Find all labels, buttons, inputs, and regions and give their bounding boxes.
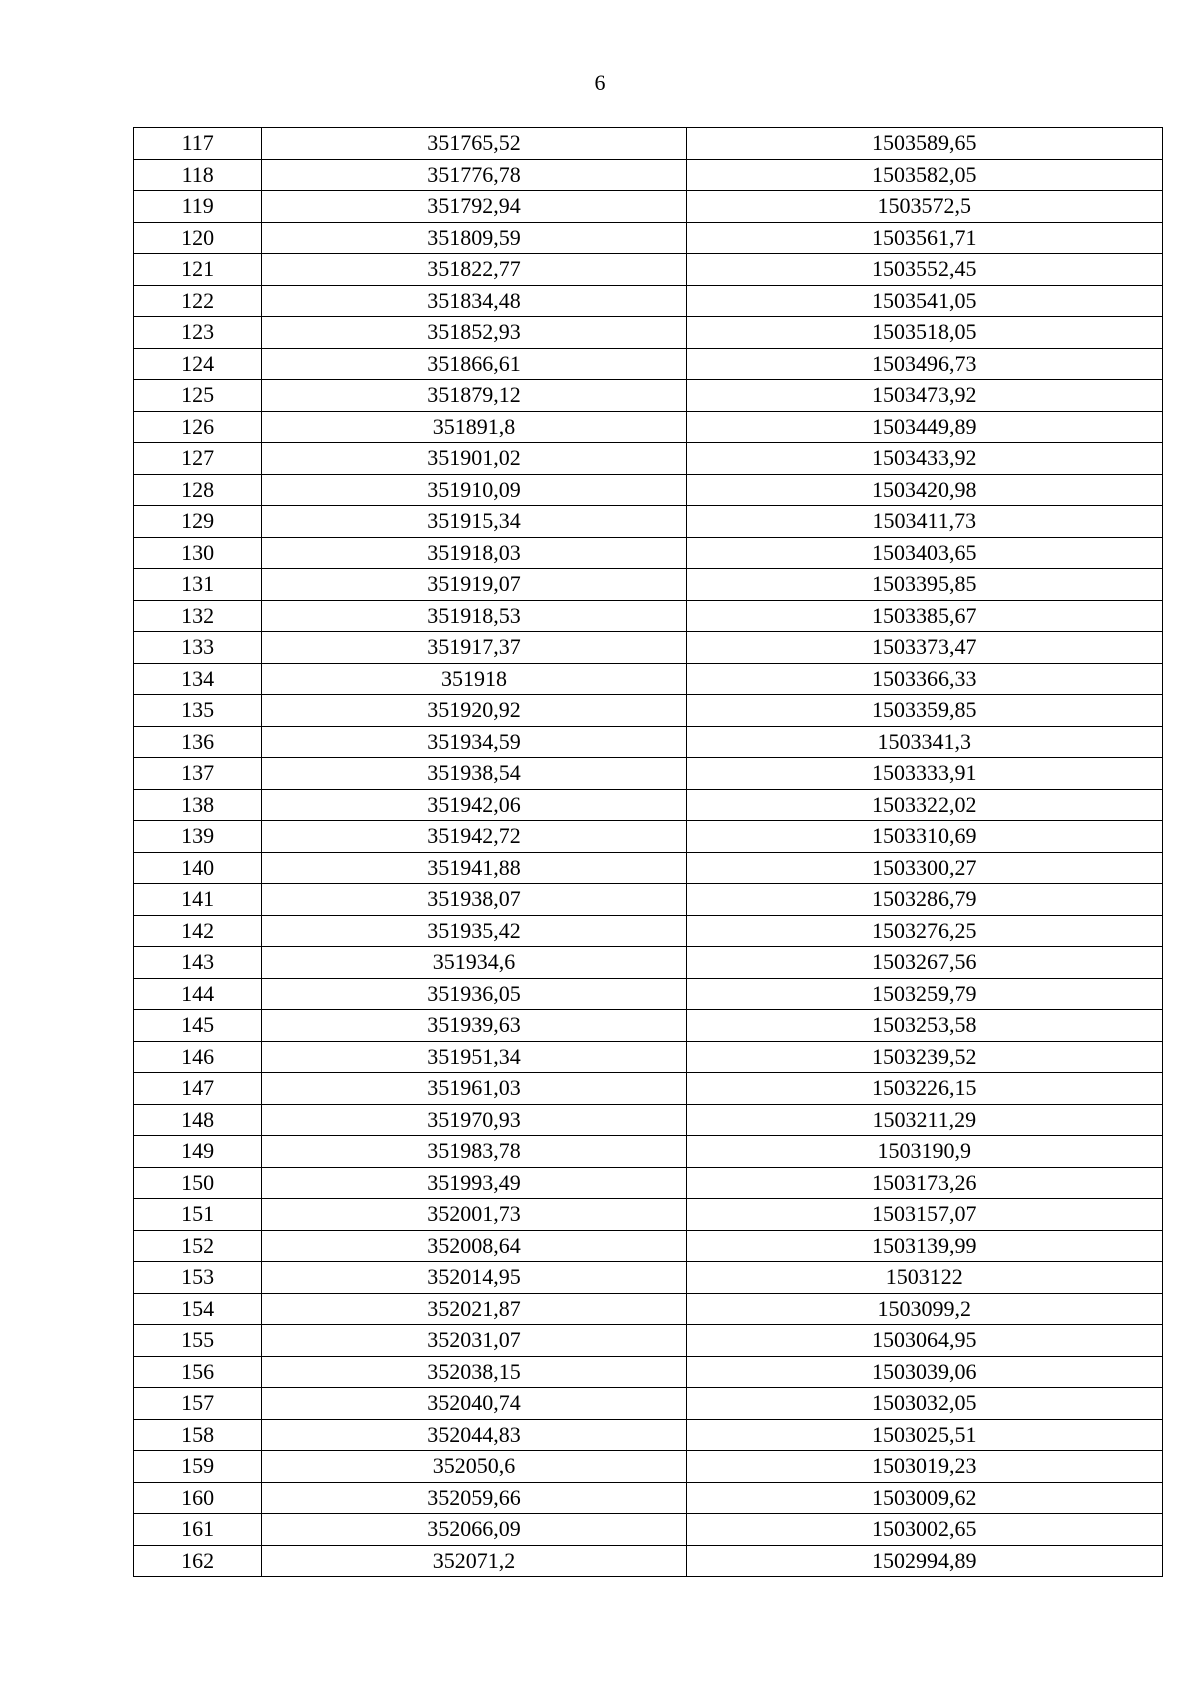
point-number-cell: 148 (134, 1104, 262, 1136)
table-row (134, 1514, 1163, 1546)
point-number-cell: 124 (134, 348, 262, 380)
table-row (134, 884, 1163, 916)
table-row (134, 695, 1163, 727)
x-coordinate-cell: 351936,05 (262, 978, 686, 1010)
table-row (134, 191, 1163, 223)
point-number-cell: 141 (134, 884, 262, 916)
table-row (134, 1010, 1163, 1042)
x-coordinate-cell: 352040,74 (262, 1388, 686, 1420)
point-number-cell: 129 (134, 506, 262, 538)
point-number-cell: 159 (134, 1451, 262, 1483)
table-row (134, 222, 1163, 254)
x-coordinate-cell: 351834,48 (262, 285, 686, 317)
table-row (134, 443, 1163, 475)
x-coordinate-cell: 351915,34 (262, 506, 686, 538)
point-number-cell: 151 (134, 1199, 262, 1231)
table-row (134, 159, 1163, 191)
x-coordinate-cell: 351934,6 (262, 947, 686, 979)
table-row (134, 1167, 1163, 1199)
point-number-cell: 143 (134, 947, 262, 979)
table-row (134, 1451, 1163, 1483)
point-number-cell: 156 (134, 1356, 262, 1388)
y-coordinate-cell: 1503449,89 (686, 411, 1162, 443)
point-number-cell: 157 (134, 1388, 262, 1420)
y-coordinate-cell: 1503122 (686, 1262, 1162, 1294)
x-coordinate-cell: 352038,15 (262, 1356, 686, 1388)
point-number-cell: 123 (134, 317, 262, 349)
x-coordinate-cell: 351776,78 (262, 159, 686, 191)
table-row (134, 663, 1163, 695)
x-coordinate-cell: 352066,09 (262, 1514, 686, 1546)
x-coordinate-cell: 351765,52 (262, 128, 686, 160)
x-coordinate-cell: 351942,06 (262, 789, 686, 821)
table-row (134, 128, 1163, 160)
page-number: 6 (594, 70, 606, 95)
y-coordinate-cell: 1503064,95 (686, 1325, 1162, 1357)
y-coordinate-cell: 1503267,56 (686, 947, 1162, 979)
y-coordinate-cell: 1503190,9 (686, 1136, 1162, 1168)
table-row (134, 474, 1163, 506)
x-coordinate-cell: 352050,6 (262, 1451, 686, 1483)
x-coordinate-cell: 351918 (262, 663, 686, 695)
table-row (134, 1356, 1163, 1388)
x-coordinate-cell: 352044,83 (262, 1419, 686, 1451)
table-row (134, 285, 1163, 317)
y-coordinate-cell: 1503039,06 (686, 1356, 1162, 1388)
point-number-cell: 160 (134, 1482, 262, 1514)
x-coordinate-cell: 351852,93 (262, 317, 686, 349)
table-row (134, 1325, 1163, 1357)
x-coordinate-cell: 351961,03 (262, 1073, 686, 1105)
x-coordinate-cell: 351920,92 (262, 695, 686, 727)
y-coordinate-cell: 1503473,92 (686, 380, 1162, 412)
table-row (134, 1388, 1163, 1420)
y-coordinate-cell: 1503582,05 (686, 159, 1162, 191)
point-number-cell: 132 (134, 600, 262, 632)
table-row (134, 254, 1163, 286)
point-number-cell: 146 (134, 1041, 262, 1073)
y-coordinate-cell: 1503366,33 (686, 663, 1162, 695)
x-coordinate-cell: 351917,37 (262, 632, 686, 664)
x-coordinate-cell: 351866,61 (262, 348, 686, 380)
table-row (134, 1482, 1163, 1514)
table-row (134, 600, 1163, 632)
x-coordinate-cell: 352001,73 (262, 1199, 686, 1231)
y-coordinate-cell: 1503433,92 (686, 443, 1162, 475)
point-number-cell: 145 (134, 1010, 262, 1042)
table-row (134, 348, 1163, 380)
table-row (134, 978, 1163, 1010)
table-row (134, 1545, 1163, 1577)
point-number-cell: 135 (134, 695, 262, 727)
table-row (134, 569, 1163, 601)
point-number-cell: 126 (134, 411, 262, 443)
point-number-cell: 120 (134, 222, 262, 254)
point-number-cell: 133 (134, 632, 262, 664)
point-number-cell: 136 (134, 726, 262, 758)
coordinates-table (133, 127, 1163, 1577)
y-coordinate-cell: 1503025,51 (686, 1419, 1162, 1451)
x-coordinate-cell: 351942,72 (262, 821, 686, 853)
y-coordinate-cell: 1503310,69 (686, 821, 1162, 853)
table-row (134, 537, 1163, 569)
x-coordinate-cell: 352021,87 (262, 1293, 686, 1325)
point-number-cell: 127 (134, 443, 262, 475)
point-number-cell: 139 (134, 821, 262, 853)
y-coordinate-cell: 1503373,47 (686, 632, 1162, 664)
x-coordinate-cell: 352059,66 (262, 1482, 686, 1514)
table-row (134, 789, 1163, 821)
y-coordinate-cell: 1503589,65 (686, 128, 1162, 160)
y-coordinate-cell: 1503009,62 (686, 1482, 1162, 1514)
y-coordinate-cell: 1503420,98 (686, 474, 1162, 506)
x-coordinate-cell: 351938,54 (262, 758, 686, 790)
y-coordinate-cell: 1503211,29 (686, 1104, 1162, 1136)
y-coordinate-cell: 1503259,79 (686, 978, 1162, 1010)
point-number-cell: 119 (134, 191, 262, 223)
y-coordinate-cell: 1503333,91 (686, 758, 1162, 790)
x-coordinate-cell: 351970,93 (262, 1104, 686, 1136)
x-coordinate-cell: 351918,53 (262, 600, 686, 632)
x-coordinate-cell: 351910,09 (262, 474, 686, 506)
table-row (134, 852, 1163, 884)
table-row (134, 1104, 1163, 1136)
table-row (134, 947, 1163, 979)
y-coordinate-cell: 1503403,65 (686, 537, 1162, 569)
table-row (134, 915, 1163, 947)
y-coordinate-cell: 1503276,25 (686, 915, 1162, 947)
y-coordinate-cell: 1503239,52 (686, 1041, 1162, 1073)
y-coordinate-cell: 1503496,73 (686, 348, 1162, 380)
table-row (134, 1419, 1163, 1451)
table-row (134, 380, 1163, 412)
table-row (134, 821, 1163, 853)
table-row (134, 1262, 1163, 1294)
x-coordinate-cell: 351941,88 (262, 852, 686, 884)
x-coordinate-cell: 351792,94 (262, 191, 686, 223)
point-number-cell: 162 (134, 1545, 262, 1577)
x-coordinate-cell: 352008,64 (262, 1230, 686, 1262)
x-coordinate-cell: 351918,03 (262, 537, 686, 569)
table-body (134, 128, 1163, 1577)
y-coordinate-cell: 1503032,05 (686, 1388, 1162, 1420)
table-row (134, 758, 1163, 790)
x-coordinate-cell: 351901,02 (262, 443, 686, 475)
x-coordinate-cell: 351935,42 (262, 915, 686, 947)
point-number-cell: 149 (134, 1136, 262, 1168)
x-coordinate-cell: 351951,34 (262, 1041, 686, 1073)
y-coordinate-cell: 1503002,65 (686, 1514, 1162, 1546)
x-coordinate-cell: 351983,78 (262, 1136, 686, 1168)
point-number-cell: 140 (134, 852, 262, 884)
point-number-cell: 130 (134, 537, 262, 569)
table-row (134, 317, 1163, 349)
x-coordinate-cell: 351879,12 (262, 380, 686, 412)
table-row (134, 1136, 1163, 1168)
y-coordinate-cell: 1503572,5 (686, 191, 1162, 223)
y-coordinate-cell: 1503157,07 (686, 1199, 1162, 1231)
table-row (134, 1230, 1163, 1262)
y-coordinate-cell: 1502994,89 (686, 1545, 1162, 1577)
point-number-cell: 161 (134, 1514, 262, 1546)
point-number-cell: 128 (134, 474, 262, 506)
y-coordinate-cell: 1503552,45 (686, 254, 1162, 286)
y-coordinate-cell: 1503226,15 (686, 1073, 1162, 1105)
table-row (134, 1293, 1163, 1325)
point-number-cell: 152 (134, 1230, 262, 1262)
y-coordinate-cell: 1503395,85 (686, 569, 1162, 601)
x-coordinate-cell: 352031,07 (262, 1325, 686, 1357)
x-coordinate-cell: 352014,95 (262, 1262, 686, 1294)
x-coordinate-cell: 351822,77 (262, 254, 686, 286)
point-number-cell: 137 (134, 758, 262, 790)
point-number-cell: 154 (134, 1293, 262, 1325)
table-row (134, 1041, 1163, 1073)
point-number-cell: 144 (134, 978, 262, 1010)
y-coordinate-cell: 1503359,85 (686, 695, 1162, 727)
point-number-cell: 150 (134, 1167, 262, 1199)
table-row (134, 506, 1163, 538)
y-coordinate-cell: 1503341,3 (686, 726, 1162, 758)
x-coordinate-cell: 351939,63 (262, 1010, 686, 1042)
y-coordinate-cell: 1503518,05 (686, 317, 1162, 349)
table-row (134, 1073, 1163, 1105)
y-coordinate-cell: 1503173,26 (686, 1167, 1162, 1199)
point-number-cell: 131 (134, 569, 262, 601)
y-coordinate-cell: 1503286,79 (686, 884, 1162, 916)
point-number-cell: 122 (134, 285, 262, 317)
y-coordinate-cell: 1503385,67 (686, 600, 1162, 632)
x-coordinate-cell: 351993,49 (262, 1167, 686, 1199)
table-row (134, 632, 1163, 664)
table-row (134, 1199, 1163, 1231)
y-coordinate-cell: 1503300,27 (686, 852, 1162, 884)
x-coordinate-cell: 351938,07 (262, 884, 686, 916)
point-number-cell: 117 (134, 128, 262, 160)
point-number-cell: 142 (134, 915, 262, 947)
table-row (134, 411, 1163, 443)
point-number-cell: 138 (134, 789, 262, 821)
x-coordinate-cell: 351891,8 (262, 411, 686, 443)
x-coordinate-cell: 351809,59 (262, 222, 686, 254)
point-number-cell: 147 (134, 1073, 262, 1105)
point-number-cell: 158 (134, 1419, 262, 1451)
y-coordinate-cell: 1503541,05 (686, 285, 1162, 317)
y-coordinate-cell: 1503099,2 (686, 1293, 1162, 1325)
y-coordinate-cell: 1503253,58 (686, 1010, 1162, 1042)
x-coordinate-cell: 351919,07 (262, 569, 686, 601)
point-number-cell: 118 (134, 159, 262, 191)
x-coordinate-cell: 352071,2 (262, 1545, 686, 1577)
y-coordinate-cell: 1503561,71 (686, 222, 1162, 254)
y-coordinate-cell: 1503019,23 (686, 1451, 1162, 1483)
point-number-cell: 121 (134, 254, 262, 286)
point-number-cell: 134 (134, 663, 262, 695)
point-number-cell: 125 (134, 380, 262, 412)
x-coordinate-cell: 351934,59 (262, 726, 686, 758)
y-coordinate-cell: 1503322,02 (686, 789, 1162, 821)
y-coordinate-cell: 1503411,73 (686, 506, 1162, 538)
point-number-cell: 153 (134, 1262, 262, 1294)
point-number-cell: 155 (134, 1325, 262, 1357)
table-row (134, 726, 1163, 758)
y-coordinate-cell: 1503139,99 (686, 1230, 1162, 1262)
